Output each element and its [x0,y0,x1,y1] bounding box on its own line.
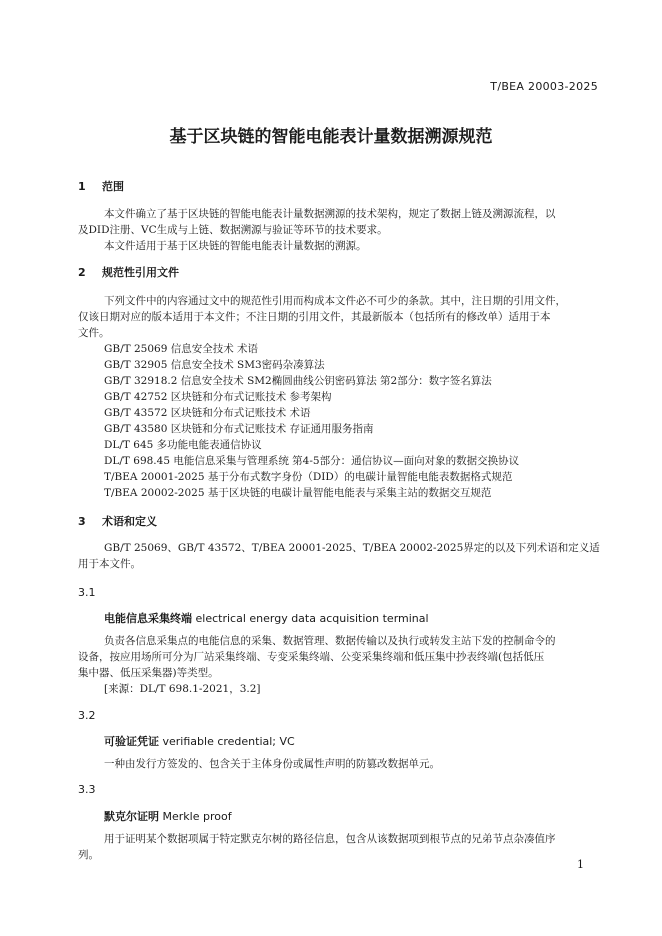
page-number: 1 [577,858,584,871]
section-heading-normative-references [78,264,179,280]
term-heading [104,733,295,749]
definition-line: 列。 [78,849,99,861]
paragraph-line: 本文件适用于基于区块链的智能电能表计量数据的溯源。 [104,240,367,252]
paragraph-line: GB/T 25069、GB/T 43572、T/BEA 20001-2025、T/BEA 20002-2025界定的以及下列术语和定义适 [104,542,600,554]
term-number: 3.1 [78,586,96,599]
section-number: 2 [78,266,86,279]
reference-item: DL/T 698.45 电能信息采集与管理系统 第4-5部分：通信协议—面向对象的数据交换协议 [104,455,520,467]
paragraph-line: 用于本文件。 [78,558,141,570]
reference-item: GB/T 43572 区块链和分布式记账技术 术语 [104,407,311,419]
term-english-name: electrical energy data acquisition terminal [195,612,429,625]
section-number: 1 [78,180,86,193]
term-source: [来源：DL/T 698.1-2021，3.2] [104,683,261,695]
paragraph-line: 仅该日期对应的版本适用于本文件；不注日期的引用文件，其最新版本（包括所有的修改单）适用于本 [78,311,551,323]
term-english-name: verifiable credential; VC [162,735,295,748]
reference-item: GB/T 42752 区块链和分布式记账技术 参考架构 [104,391,332,403]
term-english-name: Merkle proof [162,810,232,823]
definition-line: 设备，按应用场所可分为厂站采集终端、专变采集终端、公变采集终端和低压集中抄表终端(包括低压 [78,651,545,663]
reference-item: T/BEA 20001-2025 基于分布式数字身份（DID）的电碳计量智能电能表数据格式规范 [104,471,513,483]
section-heading-terms-and-definitions [78,513,157,529]
term-heading [104,610,429,626]
paragraph-line: 文件。 [78,327,110,339]
reference-item: GB/T 32918.2 信息安全技术 SM2椭圆曲线公钥密码算法 第2部分：数字签名算法 [104,375,492,387]
paragraph-line: 本文件确立了基于区块链的智能电能表计量数据溯源的技术架构，规定了数据上链及溯源流程，以 [104,208,556,220]
reference-item: GB/T 43580 区块链和分布式记账技术 存证通用服务指南 [104,423,374,435]
section-title: 范围 [102,180,124,193]
document-code: T/BEA 20003-2025 [490,80,598,93]
document-title: 基于区块链的智能电能表计量数据溯源规范 [169,127,493,147]
reference-item: T/BEA 20002-2025 基于区块链的电碳计量智能电能表与采集主站的数据交互规范 [104,487,492,499]
term-heading [104,808,232,824]
definition-line: 负责各信息采集点的电能信息的采集、数据管理、数据传输以及执行或转发主站下发的控制命令的 [104,635,556,647]
definition-line: 集中器、低压采集器)等类型。 [78,667,219,679]
term-chinese-name: 电能信息采集终端 [104,612,192,625]
definition-line: 用于证明某个数据项属于特定默克尔树的路径信息，包含从该数据项到根节点的兄弟节点杂凑值序 [104,833,556,845]
section-title: 术语和定义 [102,515,157,528]
term-number: 3.3 [78,783,96,796]
paragraph-line: 下列文件中的内容通过文中的规范性引用而构成本文件必不可少的条款。其中，注日期的引用文件， [104,295,566,307]
term-chinese-name: 可验证凭证 [104,735,159,748]
term-chinese-name: 默克尔证明 [104,810,159,823]
reference-item: DL/T 645 多功能电能表通信协议 [104,439,262,451]
section-title: 规范性引用文件 [102,266,179,279]
paragraph-line: 及DID注册、VC生成与上链、数据溯源与验证等环节的技术要求。 [78,224,388,236]
term-number: 3.2 [78,709,96,722]
reference-item: GB/T 25069 信息安全技术 术语 [104,343,259,355]
reference-item: GB/T 32905 信息安全技术 SM3密码杂凑算法 [104,359,325,371]
section-number: 3 [78,515,86,528]
definition-line: 一种由发行方签发的、包含关于主体身份或属性声明的防篡改数据单元。 [104,758,440,770]
section-heading-scope [78,178,124,194]
